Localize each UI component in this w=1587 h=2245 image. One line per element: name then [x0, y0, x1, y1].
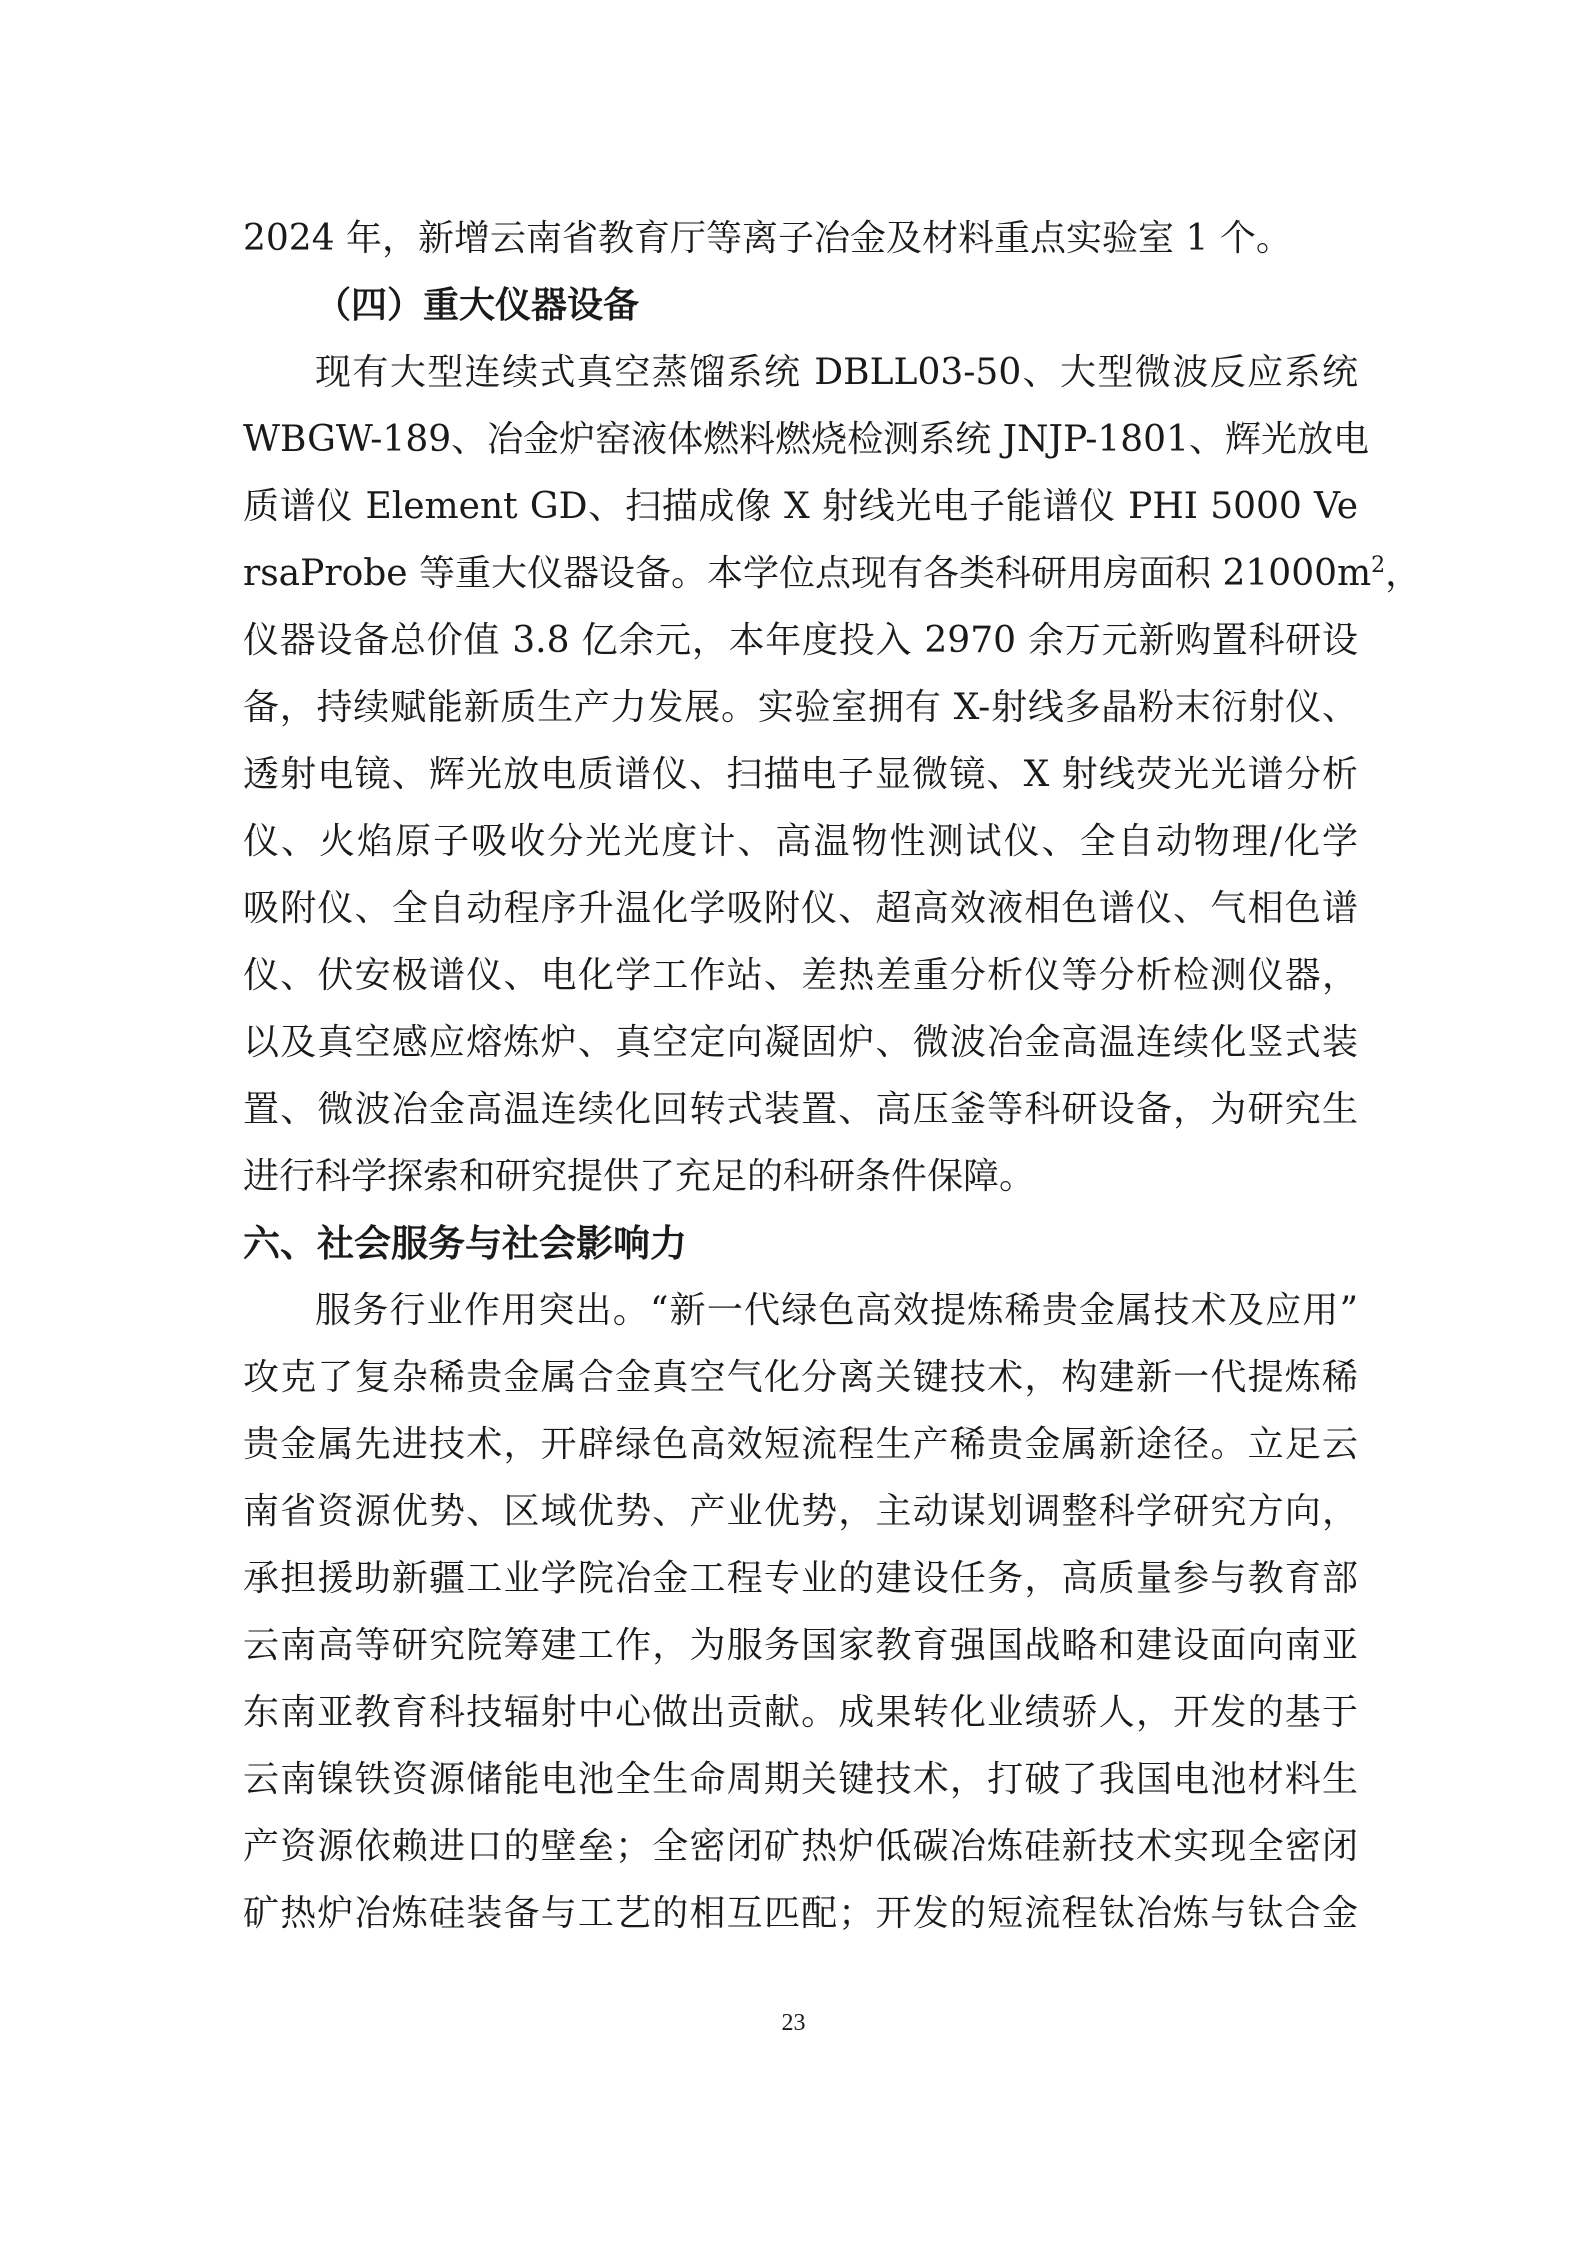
section-6-line-6: 云南高等研究院筹建工作，为服务国家教育强国战略和建设面向南亚	[243, 1625, 1358, 1666]
area-superscript: 2	[1371, 553, 1386, 578]
section-4-line-7: 透射电镜、辉光放电质谱仪、扫描电子显微镜、X 射线荧光光谱分析	[243, 754, 1358, 795]
section-6-line-4: 南省资源优势、区域优势、产业优势，主动谋划调整科学研究方向，	[243, 1491, 1358, 1532]
section-6-title: 六、社会服务与社会影响力	[243, 1222, 687, 1265]
section-4-line-13: 进行科学探索和研究提供了充足的科研条件保障。	[243, 1156, 1036, 1197]
section-4-line-12: 置、微波冶金高温连续化回转式装置、高压釜等科研设备，为研究生	[243, 1089, 1358, 1130]
section-4-line-11: 以及真空感应熔炼炉、真空定向凝固炉、微波冶金高温连续化竖式装	[243, 1022, 1358, 1063]
section-4-line-9: 吸附仪、全自动程序升温化学吸附仪、超高效液相色谱仪、气相色谱	[243, 888, 1358, 929]
section-6-line-2: 攻克了复杂稀贵金属合金真空气化分离关键技术，构建新一代提炼稀	[243, 1357, 1358, 1398]
section-6-line-9: 产资源依赖进口的壁垒；全密闭矿热炉低碳冶炼硅新技术实现全密闭	[243, 1826, 1358, 1867]
section-6-line-5: 承担援助新疆工业学院冶金工程专业的建设任务，高质量参与教育部	[243, 1558, 1358, 1599]
section-6-line-7: 东南亚教育科技辐射中心做出贡献。成果转化业绩骄人，开发的基于	[243, 1692, 1358, 1733]
section-4-line-8: 仪、火焰原子吸收分光光度计、高温物性测试仪、全自动物理/化学	[243, 821, 1358, 862]
section-6-line-10: 矿热炉冶炼硅装备与工艺的相互匹配；开发的短流程钛冶炼与钛合金	[243, 1893, 1358, 1934]
section-6-line-1: 服务行业作用突出。“新一代绿色高效提炼稀贵金属技术及应用”	[315, 1290, 1358, 1331]
page-content	[243, 205, 1422, 1947]
section-4-line-5: 仪器设备总价值 3.8 亿余元，本年度投入 2970 余万元新购置科研设	[243, 620, 1358, 661]
section-4-line-6: 备，持续赋能新质生产力发展。实验室拥有 X-射线多晶粉末衍射仪、	[243, 687, 1358, 728]
section-4-line-1: 现有大型连续式真空蒸馏系统 DBLL03-50、大型微波反应系统	[315, 352, 1358, 393]
section-4-line-3: 质谱仪 Element GD、扫描成像 X 射线光电子能谱仪 PHI 5000 Ve	[243, 486, 1358, 527]
page-number: 23	[781, 2010, 806, 2036]
area-suffix: ，	[1385, 553, 1422, 594]
section-4-line-2: WBGW-189、冶金炉窑液体燃料燃烧检测系统 JNJP-1801、辉光放电	[243, 419, 1369, 460]
section-4-line-10: 仪、伏安极谱仪、电化学工作站、差热差重分析仪等分析检测仪器，	[243, 955, 1358, 996]
intro-line: 2024 年，新增云南省教育厅等离子冶金及材料重点实验室 1 个。	[243, 218, 1292, 259]
section-4-title: （四）重大仪器设备	[315, 285, 640, 326]
section-6-line-8: 云南镍铁资源储能电池全生命周期关键技术，打破了我国电池材料生	[243, 1759, 1358, 1800]
section-4-line-4	[243, 540, 1422, 607]
section-6-line-3: 贵金属先进技术，开辟绿色高效短流程生产稀贵金属新途径。立足云	[243, 1424, 1358, 1465]
section-4-line-4-text: rsaProbe 等重大仪器设备。本学位点现有各类科研用房面积 21000m	[243, 553, 1372, 594]
